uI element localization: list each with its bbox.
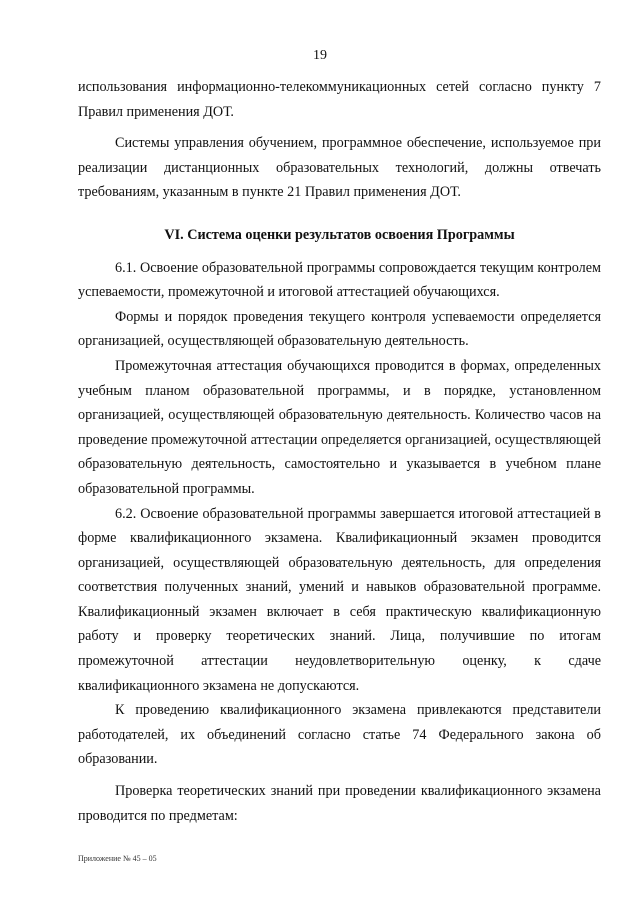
footer-note: Приложение № 45 – 05: [78, 854, 157, 863]
paragraph-theory-check: Проверка теоретических знаний при проведении квалификационного экзамена проводится по предметам:: [78, 783, 601, 824]
page-number: 19: [313, 48, 327, 63]
paragraph-current-control: Формы и порядок проведения текущего контроля успеваемости определяется организацией, осуществляющей образовательную деятельность.: [78, 308, 601, 350]
section-heading: VI. Система оценки результатов освоения Программы: [164, 226, 515, 243]
paragraph-employers: К проведению квалификационного экзамена привлекаются представители работодателей, их объединений согласно статье 74 Федерального закона об образовании.: [78, 702, 601, 768]
paragraph-6-2: 6.2. Освоение образовательной программы завершается итоговой аттестацией в форме квалификационного экзамена. Квалификационный экзамен проводится организацией, осуществляющей образовательную деятельность, для определения соответствия полученных знаний, умений и навыков образовательной программе. Квалификационный экзамен включает в себя практическую квалификационную работу и проверку теоретических знаний. Лица, получившие по итогам промежуточной аттестации неудовлетворительную оценку, к сдаче квалификационного экзамена не допускаются.: [78, 505, 601, 694]
paragraph-continuation: использования информационно-телекоммуникационных сетей согласно пункту 7 Правил применения ДОТ.: [78, 79, 601, 120]
document-body: [78, 75, 601, 828]
paragraph-6-1: 6.1. Освоение образовательной программы сопровождается текущим контролем успеваемости, промежуточной и итоговой аттестацией обучающихся.: [78, 259, 601, 301]
paragraph-lms-requirements: Системы управления обучением, программное обеспечение, используемое при реализации дистанционных образовательных технологий, должны отвечать требованиям, указанным в пункте 21 Правил применения ДОТ.: [78, 135, 601, 201]
paragraph-intermediate-attestation: Промежуточная аттестация обучающихся проводится в формах, определенных учебным планом образовательной программы, и в порядке, установленном организацией, осуществляющей образовательную деятельность. Количество часов на проведение промежуточной аттестации определяется организацией, осуществляющей образовательную деятельность, самостоятельно и указывается в учебном плане образовательной программы.: [78, 357, 601, 497]
